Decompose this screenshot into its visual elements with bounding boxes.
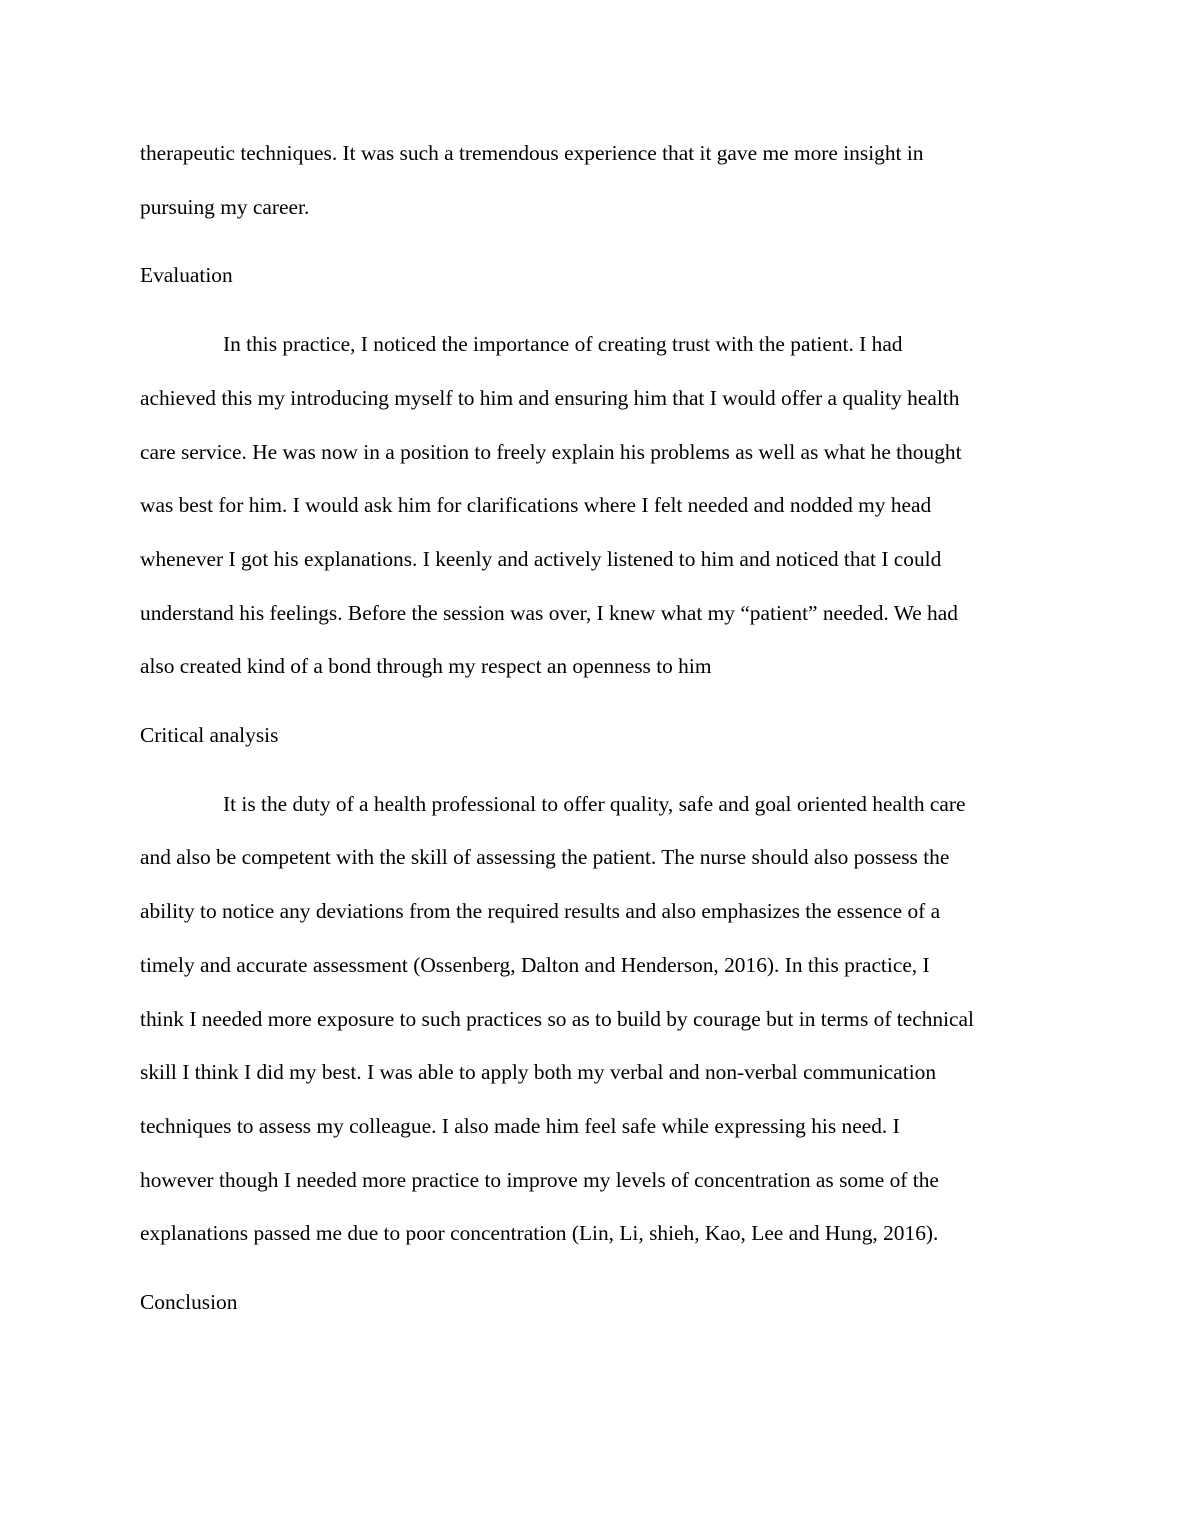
paragraph-line: therapeutic techniques. It was such a tremendous experience that it gave me more insight in [140,141,924,165]
paragraph-line: In this practice, I noticed the importance of creating trust with the patient. I had [223,332,903,357]
paragraph-line: pursuing my career. [140,194,310,219]
evaluation-paragraph [140,318,1060,694]
paragraph-line: however though I needed more practice to improve my levels of concentration as some of the [140,1167,939,1192]
paragraph-line: techniques to assess my colleague. I also made him feel safe while expressing his need. I [140,1113,900,1138]
evaluation-heading: Evaluation [140,263,233,288]
paragraph-line: It is the duty of a health professional to offer quality, safe and goal oriented health care [223,791,966,816]
paragraph-line: understand his feelings. Before the session was over, I knew what my “patient” needed. We had [140,600,958,625]
paragraph-line: skill I think I did my best. I was able to apply both my verbal and non-verbal communication [140,1060,937,1085]
paragraph-line: whenever I got his explanations. I keenly and actively listened to him and noticed that I could [140,546,942,571]
paragraph-line: and also be competent with the skill of assessing the patient. The nurse should also possess the [140,845,950,870]
paragraph-line: also created kind of a bond through my respect an openness to him [140,654,712,679]
paragraph-line: timely and accurate assessment (Ossenberg, Dalton and Henderson, 2016). In this practice, I [140,952,930,977]
critical-analysis-paragraph [140,778,1060,1261]
paragraph-line: achieved this my introducing myself to him and ensuring him that I would offer a quality health [140,385,960,410]
document-body [140,127,1060,1330]
paragraph-line: think I needed more exposure to such practices so as to build by courage but in terms of technical [140,1006,974,1031]
conclusion-heading: Conclusion [140,1290,238,1315]
paragraph-line: ability to notice any deviations from the required results and also emphasizes the essence of a [140,899,941,924]
paragraph-line: explanations passed me due to poor concentration (Lin, Li, shieh, Kao, Lee and Hung, 2016). [140,1221,939,1246]
intro-paragraph [140,127,1060,234]
paragraph-line: was best for him. I would ask him for clarifications where I felt needed and nodded my head [140,493,932,518]
paragraph-line: care service. He was now in a position to freely explain his problems as well as what he thought [140,439,962,464]
critical-analysis-heading: Critical analysis [140,723,279,748]
